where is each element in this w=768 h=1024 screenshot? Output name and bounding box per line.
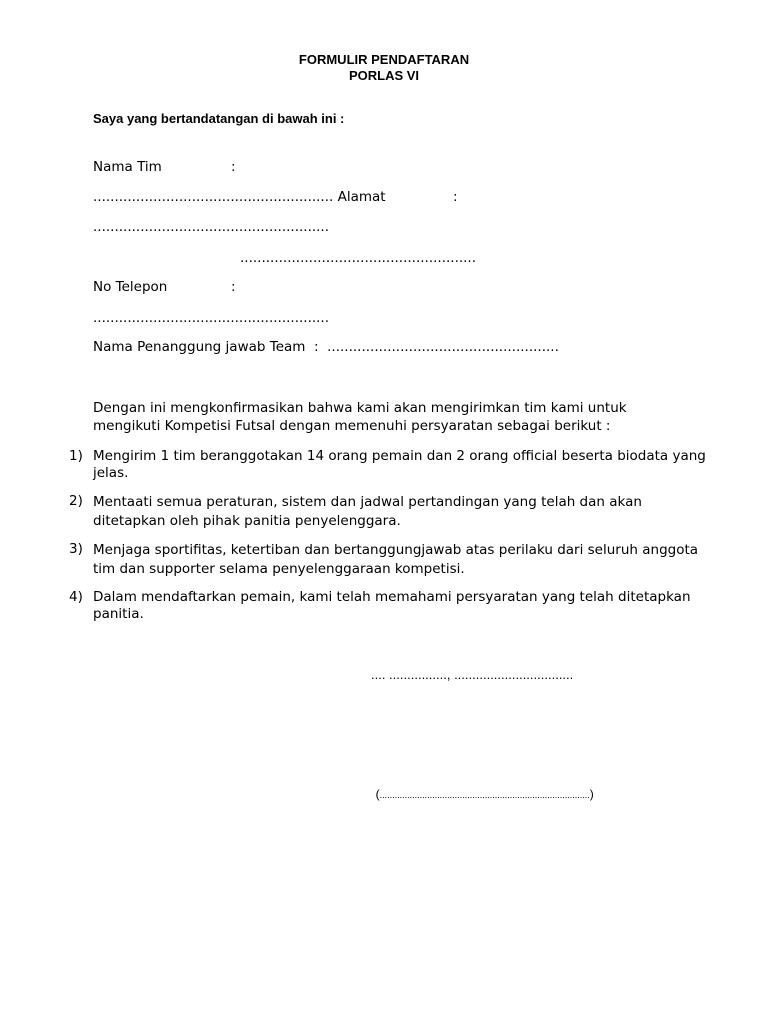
nama-tim-blank-alamat-label: ........................................................ Alamat	[93, 189, 386, 205]
name-dots: ....................................................................................	[379, 790, 590, 800]
requirement-number: 2)	[69, 493, 83, 509]
alamat-blank-line-2: .......................................................	[240, 250, 477, 266]
open-paren: (	[375, 787, 380, 801]
signatory-name-blank	[369, 773, 594, 801]
requirement-number: 3)	[69, 541, 83, 557]
intro-statement: Saya yang bertandatangan di bawah ini :	[93, 111, 345, 126]
requirement-item: Mengirim 1 tim beranggotakan 14 orang pemain dan 2 orang official beserta biodata yang jelas.	[93, 448, 706, 481]
no-telepon-colon: :	[231, 279, 236, 295]
requirement-item: Menjaga sportifitas, ketertiban dan bertanggungjawab atas perilaku dari seluruh anggota tim dan supporter selama penyelenggaraan kompetisi.	[93, 542, 699, 577]
no-telepon-label: No Telepon	[93, 279, 168, 295]
nama-tim-colon: :	[231, 159, 236, 175]
requirement-number: 4)	[69, 589, 83, 605]
requirement-item: Mentaati semua peraturan, sistem dan jadwal pertandingan yang telah dan akan ditetapkan oleh pihak panitia penyelenggara.	[93, 494, 642, 529]
place-date-blank: .... ................, .................................	[371, 667, 574, 682]
no-telepon-blank: .......................................................	[93, 310, 330, 326]
nama-tim-label: Nama Tim	[93, 159, 162, 175]
requirement-number: 1)	[69, 448, 83, 464]
requirement-item: Dalam mendaftarkan pemain, kami telah memahami persyaratan yang telah ditetapkan panitia.	[93, 589, 691, 622]
alamat-colon: :	[453, 189, 458, 205]
penanggung-jawab-line: Nama Penanggung jawab Team : ......................................................	[93, 339, 559, 355]
form-subtitle: PORLAS VI	[348, 68, 420, 83]
alamat-blank-line-1: .......................................................	[93, 219, 330, 235]
confirmation-paragraph: Dengan ini mengkonfirmasikan bahwa kami akan mengirimkan tim kami untuk mengikuti Kompetisi Futsal dengan memenuhi persyaratan sebagai berikut :	[93, 400, 627, 434]
form-title: FORMULIR PENDAFTARAN	[298, 52, 470, 67]
close-paren: )	[589, 787, 594, 801]
